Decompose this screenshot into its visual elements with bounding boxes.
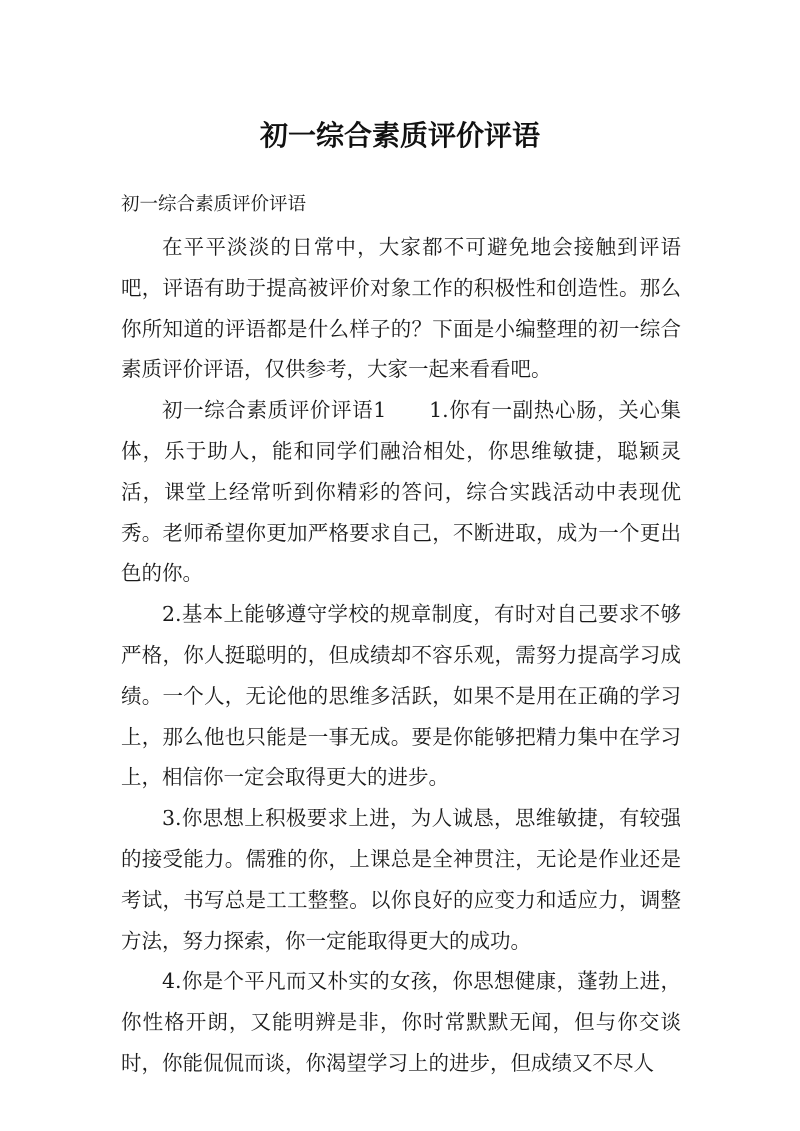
paragraph-comment-3: 3.你思想上积极要求上进，为人诚恳，思维敏捷，有较强的接受能力。儒雅的你，上课总是全神贯注，无论是作业还是考试，书写总是工工整整。以你良好的应变力和适应力，调整方法，努力探索，你一定能取得更大的成功。 [121, 806, 681, 953]
paragraph-comment-1: 初一综合素质评价评语1 1.你有一副热心肠，关心集体，乐于助人，能和同学们融洽相处，你思维敏捷，聪颖灵活，课堂上经常听到你精彩的答问，综合实践活动中表现优秀。老师希望你更加严格要求自己，不断进取，成为一个更出色的你。 [121, 398, 681, 586]
document-subtitle: 初一综合素质评价评语 [121, 194, 307, 215]
paragraph-comment-2: 2.基本上能够遵守学校的规章制度，有时对自己要求不够严格，你人挺聪明的，但成绩却不容乐观，需努力提高学习成绩。一个人，无论他的思维多活跃，如果不是用在正确的学习上，那么他也只能是一事无成。要是你能够把精力集中在学习上，相信你一定会取得更大的进步。 [121, 602, 681, 790]
paragraph-comment-4: 4.你是个平凡而又朴实的女孩，你思想健康，蓬勃上进，你性格开朗，又能明辨是非，你时常默默无闻，但与你交谈时，你能侃侃而谈，你渴望学习上的进步，但成绩又不尽人 [121, 969, 681, 1075]
paragraph-intro: 在平平淡淡的日常中，大家都不可避免地会接触到评语吧，评语有助于提高被评价对象工作的积极性和创造性。那么你所知道的评语都是什么样子的？下面是小编整理的初一综合素质评价评语，仅供参考，大家一起来看看吧。 [121, 235, 681, 382]
document-title: 初一综合素质评价评语 [259, 118, 540, 152]
document-body [121, 189, 681, 1084]
